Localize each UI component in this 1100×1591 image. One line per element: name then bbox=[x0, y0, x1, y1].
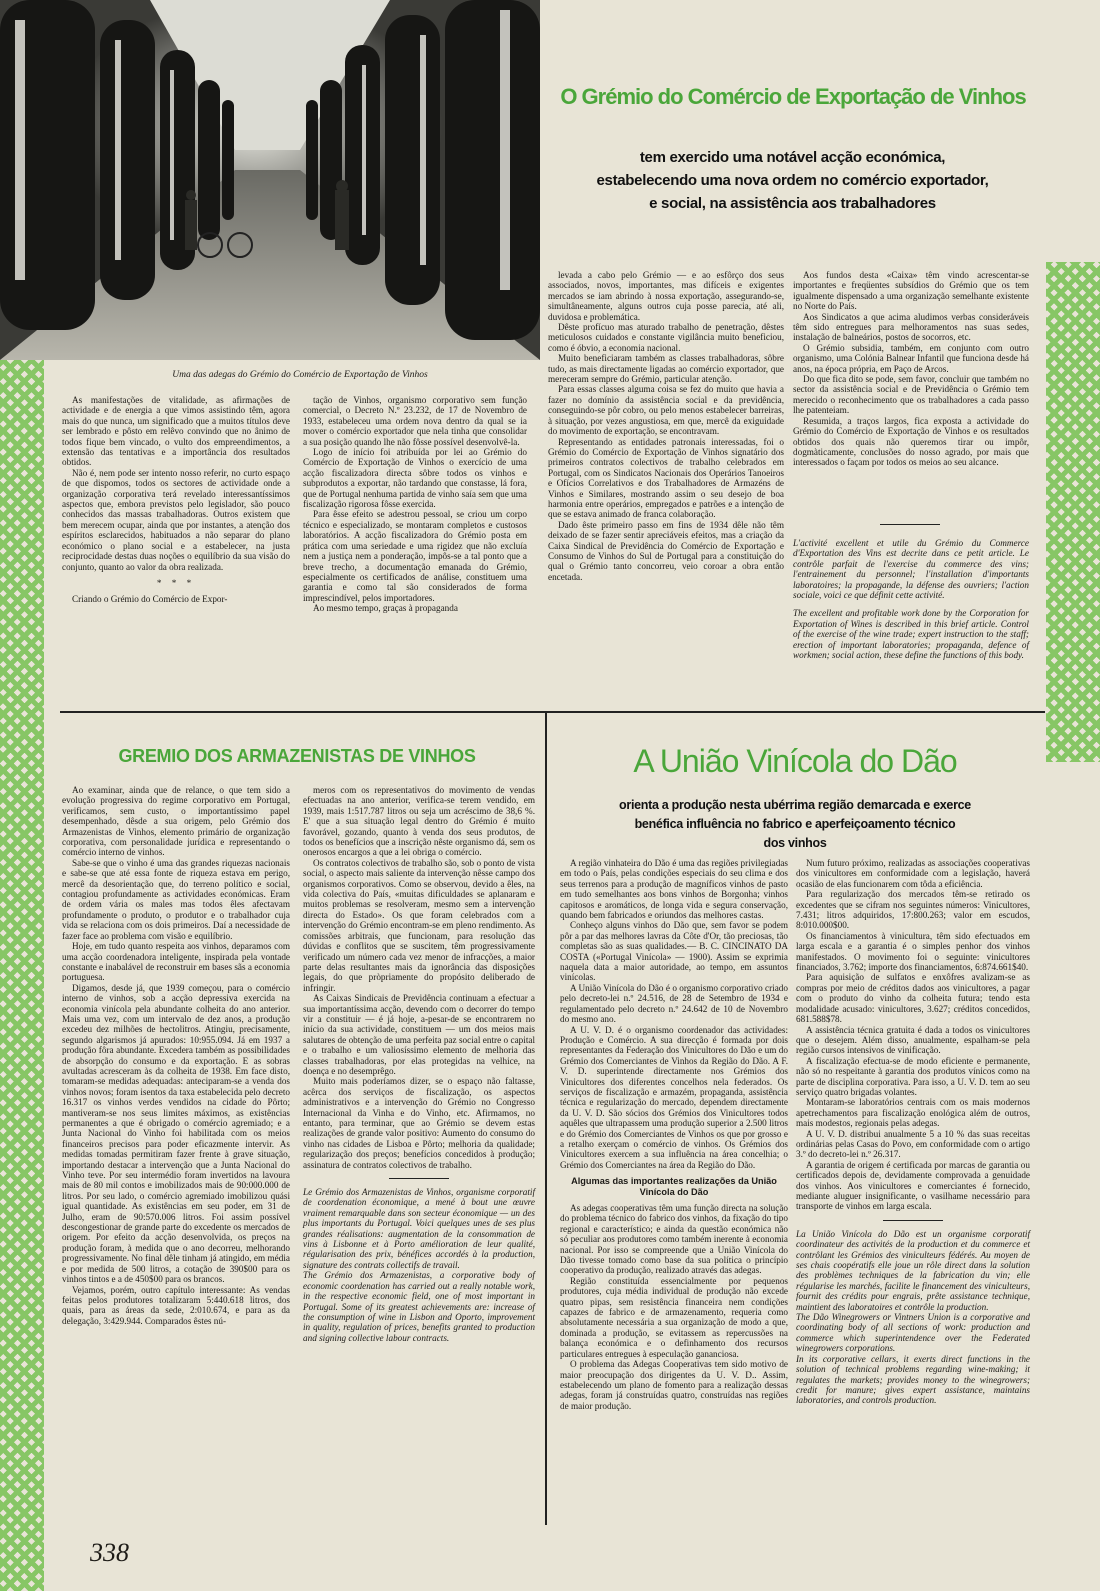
paragraph: Vejamos, porém, outro capítulo interessante: As vendas feitas pelos produtores totalizaram 5:440.618 litros, dos quais, para as áreas da sede, 2:010.674, e para as da delegação, 3:429.944. Comparados êstes nú- bbox=[62, 1284, 290, 1326]
paragraph-group bbox=[548, 270, 784, 582]
paragraph: O Grémio subsidia, também, em conjunto com outro organismo, uma Colónia Balnear Infantil que funciona desde há anos, na época própria, em Paço de Arcos. bbox=[793, 342, 1029, 374]
subtitle-line: orienta a produção nesta ubérrima região demarcada e exerce bbox=[619, 798, 971, 812]
paragraph: A U. V. D. distribui anualmente 5 a 10 % das suas receitas ordinárias pelas Casas do Povo, em conformidade com o artigo 3.º do decreto-lei n.º 26.317. bbox=[796, 1128, 1030, 1160]
paragraph: A fiscalização efectua-se de modo eficiente e permanente, não só no respeitante à garantia dos produtos vínicos como na parte de disciplina corporativa. Para isso, a U. V. D. tem ao seu serviço quatro brigadas volantes. bbox=[796, 1055, 1030, 1097]
section-separator: * * * bbox=[156, 577, 196, 588]
divider bbox=[389, 1178, 449, 1179]
divider bbox=[883, 1220, 943, 1221]
paragraph-group bbox=[303, 395, 527, 614]
paragraph: Para essas classes alguma coisa se fez do muito que havia a fazer no domínio da assistência social e da previdência, conseguindo-se pôr cobro, ou pelo menos estabelecer barreiras, à situação, por vezes angustiosa, em que, mercê da exiguidade do movimento de exportação, se encontravam. bbox=[548, 384, 784, 437]
paragraph: Muito mais poderíamos dizer, se o espaço não faltasse, acêrca dos serviços de fiscalização, os aspectos administrativos e a intervenção do Grémio no Congresso Internacional da Vinha e do Vinho, etc. Afirmamos, no entanto, para terminar, que ao Grémio se devem estas realizações de grande valor positivo: Aumento do consumo do vinho nas cidades de Lisboa e Pôrto; melhoria da qualidade; regularização dos preços; benefícios concedidos à produção; assinatura de contratos colectivos de trabalho. bbox=[303, 1076, 535, 1170]
paragraph: Não é, nem pode ser intento nosso referir, no curto espaço de que dispomos, todos os sectores de actividade onde a organização corporativa terá revelado interessantíssimos aspectos que, embora previstos pelo legislador, são pouco conhecidos das massas trabalhadoras. Outros existem que bem merecem ocupar, ainda que por instantes, a atenção dos espíritos esclarecidos, habituados a não separar do plano económico o plano social e a estabelecer, na justa reciprocidade destas duas noções o equilíbrio da sua visão do conjunto, quanto ao valor da obra realizada. bbox=[62, 467, 290, 572]
green-zigzag-border-left bbox=[0, 360, 44, 1591]
paragraph: Ao examinar, ainda que de relance, o que tem sido a evolução progressiva do regime corporativo em Portugal, verificamos, sem custo, o importantíssimo papel desempenhado, dêsde a sua origem, pelo Grémio dos Armazenistas de Vinhos, elemento primário de organização corporativa, com personalidade jurídica e representando o comércio interno de vinhos. bbox=[62, 785, 290, 858]
paragraph: Ao mesmo tempo, graças à propaganda bbox=[313, 603, 458, 614]
paragraph: Montaram-se laboratórios centrais com os mais modernos apetrechamentos para fiscalização enológica além de outros, mais modestos, regionais pelas adegas. bbox=[796, 1097, 1030, 1129]
article3-column-2 bbox=[796, 858, 1030, 1406]
paragraph: Resumida, a traços largos, fica exposta a actividade do Grémio do Comércio de Exportação de Vinhos e os resultados obtidos dos quais não queremos tirar ou impôr, dogmàticamente, conclusões do nosso agrado, por mais que interessados o façam por todos os meios ao seu alcance. bbox=[793, 415, 1029, 468]
article3-column-1 bbox=[560, 858, 788, 1411]
paragraph-group bbox=[796, 1312, 1030, 1406]
paragraph: The Dão Winegrowers or Vintners Union is a corporative and coordinating body of all sections of work: production and commerce which superintendence over the Federated winegrowers corporations. bbox=[796, 1312, 1030, 1354]
paragraph: Dêste profícuo mas aturado trabalho de penetração, dêstes meticulosos cuidados e constante vigilância muito beneficiou, como é óbvio, a economia nacional. bbox=[548, 322, 784, 353]
paragraph-group bbox=[62, 785, 290, 1326]
paragraph-group bbox=[796, 858, 1030, 1212]
paragraph: A U. V. D. é o organismo coordenador das actividades: Produção e Comércio. A sua direcção é formada por dois representantes da Federação dos Vinicultores do Dão e um do Grémio dos Comerciantes de Vinhos da Região do Dão. A F. V. D. superintende directamente nos Grémios dos Vinicultores dos diferentes concelhos nela federados. Os serviços de fiscalização e armazém, propaganda, assistência técnica e regularização do mercado, dependem directamente da U. V. D. São sócios dos Grémios dos Vinicultores todos aquêles que ultrapassem uma produção superior a 2.500 litros e do Grémio dos Comerciantes de Vinhos os que por grosso e a retalho exerçam o comércio de vinhos. Os Grémios dos Vinicultores exercem a sua influência na área concelhia; o Grémio dos Comerciantes na área da Região do Dão. bbox=[560, 1024, 788, 1170]
paragraph: Criando o Grémio do Comércio de Expor- bbox=[72, 594, 228, 605]
paragraph-group bbox=[303, 785, 535, 1170]
article1-summary bbox=[793, 538, 1029, 660]
paragraph: In its corporative cellars, it exerts direct functions in the solution of technical problems regarding wine-making; it regulates the markets; provides money to the winegrowers; credit for manure; gives expert assistance, maintains laboratories, and controls production. bbox=[796, 1353, 1030, 1406]
paragraph: As manifestações de vitalidade, as afirmações de actividade e de energia a que vimos assistindo têm, agora mais do que nunca, um significado que a muitos títulos deve ser lembrado e pôsto em relêvo convindo que no ânimo de todos fique bem vincado, o vulto dos empreendimentos, a extensão das tentativas e a importância dos resultados obtidos. bbox=[62, 395, 290, 468]
article1-title: O Grémio do Comércio de Exportação de Vinhos bbox=[560, 84, 1026, 109]
photo-caption: Uma das adegas do Grémio do Comércio de Exportação de Vinhos bbox=[172, 370, 428, 380]
article1-subtitle bbox=[555, 146, 1030, 215]
paragraph: Hoje, em tudo quanto respeita aos vinhos, deparamos com uma acção coordenadora inteligente, inspirada pela vontade constante e inabalável de reconstruir em bases sãs a economia portuguesa. bbox=[62, 941, 290, 983]
article3-title: A União Vinícola do Dão bbox=[633, 743, 957, 779]
article1-column-3 bbox=[548, 270, 784, 582]
vertical-rule bbox=[545, 713, 547, 1525]
paragraph-group bbox=[793, 270, 1029, 468]
subtitle-line: tem exercido uma notável acção económica, bbox=[639, 149, 946, 166]
paragraph: Sabe-se que o vinho é uma das grandes riquezas nacionais e sabe-se que até essa fonte de riqueza estava em perigo, mercê da desorientação que, do terreno político e social, contagiou profundamente as actividades económicas. Eram de ordem vária os males mas todos êles afectavam profundamente o produto, o produtor e o trabalhador cuja vida se relaciona com os dois primeiros. Daí a necessidade de fazer face ao problema com visão e equilíbrio. bbox=[62, 857, 290, 941]
page-number: 338 bbox=[90, 1538, 129, 1567]
paragraph: As Caixas Sindicais de Previdência continuam a efectuar a sua importantíssima acção, devendo com o decorrer do tempo vir a constituir — é já hoje, a-pesar-de se encontrarem no início da sua actividade, constituem — um dos meios mais salutares de obtenção de uma perfeita paz social entre o capital e o trabalho e um valiosíssimo elemento de melhoria das classes trabalhadoras, por elas protegidas na velhice, na doença e no desemprêgo. bbox=[303, 993, 535, 1076]
article2-column-1 bbox=[62, 785, 290, 1326]
paragraph: Conheço alguns vinhos do Dão que, sem favor se podem pôr a par das melhores lavras da Côte d'Or, tão preciosas, tão completas são as suas qualidades.— B. C. CINCINATO DA COSTA («Portugal Vinícola» — 1900). Assim se exprimia naquela data a maior autoridade, ao tempo, em assuntos vinícolas. bbox=[560, 920, 788, 983]
paragraph: Digamos, desde já, que 1939 começou, para o comércio interno de vinhos, sob a acção depressiva exercida na economia vinícola pela abundante colheita do ano anterior. Mais uma vez, com um intervalo de dez anos, a produção excedeu dez milhões de hectolitros. Atingiu, precisamente, segundo algarismos já apurados: 10:955.094. Já em 1937 a produção fôra abundante. Excedera também as possibilidades de absorpção do consumo e da exportação. E as sobras avultadas acresceram às da colheita de 1938. Em face disto, tomaram-se medidas adequadas: anteciparam-se a venda dos vinhos novos; foram isentos da taxa estabelecida pelo decreto 16.317 os vinhos verdes vendidos na cidade do Pôrto; mantiveram-se nos seus limites máximos, as existências permanentes a que é obrigado o comércio agremiado; e a Junta Nacional do Vinho foi habilitada com os meios financeiros precisos para poder eficazmente intervir. As medidas tomadas permitiram fazer frente à grave situação, importando destacar a intervenção que a Junta Nacional do Vinho teve. Por seu intermédio foram invertidos na lavoura mais de 80 mil contos e imobilizados mais de 90:000.000 de litros. Por seu lado, o comércio agremiado imobilizou quási igual quantidade. As existências em seu poder, em 31 de Julho, eram de 90:570.006 litros. Foi assim possível descongestionar de grande parte do excedente os mercados de origem. Por efeito da acção desenvolvida, os preços na produção foram, à medida que o ano decorreu, melhorando progressivamente. No final dêle tinham já atingido, em média e por medida de 500 litros, a cotação de 390$00 para os vinhos tintos e a de 450$00 para os brancos. bbox=[62, 982, 290, 1285]
article3-subtitle bbox=[555, 796, 1035, 853]
summary-french: Le Grémio dos Armazenistas de Vinhos, organisme corporatif de coordenation économique, a mené à bout une œuvre vraiment remarquable dans son secteur économique — un des plus importants du Portugal. Voici quelques unes de ses plus grandes réalisations: augmentation de la consommation de vins à Lisbonne et à Porto amélioration de leur qualité, régularisation des prix, bénéfices accordés à la production, signature des contrats collectifs de travail. bbox=[303, 1187, 535, 1270]
paragraph: meros com os representativos do movimento de vendas efectuadas na ano anterior, verifica-se terem vendido, em 1939, mais 1:517.787 litros ou seja um acréscimo de 38,6 %. E' que a sua situação legal dentro do Grémio é muito favorável, gozando, quanto à venda dos seus produtos, de todos os benefícios que a inscrição nêste organismo dá, sem os onerosos encargos a que a lei obriga o comércio. bbox=[303, 785, 535, 858]
article2-column-2 bbox=[303, 785, 535, 1343]
paragraph: O problema das Adegas Cooperativas tem sido motivo de maior preocupação dos dirigentes da U. V. D.. Assim, estabelecendo um plano de fomento para a realização dessas adegas, foram já construídas quatro, construídas nas regiões de maior produção. bbox=[560, 1359, 788, 1411]
paragraph: Muito beneficiaram também as classes trabalhadoras, sôbre tudo, as mais directamente ligadas ao comércio exportador, que mereceram sempre do Grémio, particular atenção. bbox=[548, 353, 784, 385]
paragraph: Para êsse efeito se adestrou pessoal, se criou um corpo técnico e especializado, se montaram completos e custosos laboratórios. A acção fiscalizadora do Grémio posta em prática com uma seriedade e uma rigidez que não excluía nem a justiça nem a ponderação, impôs-se a tal ponto que a breve trecho, a documentação emanada do Grémio, especialmente os certificados de análise, constituem uma garantia e como tal são considerados de forma imprescindível, pelos importadores. bbox=[303, 509, 527, 603]
summary-english: The Grémio dos Armazenistas, a corporative body of economic coordenation has carried out a really notable work, in the respective economic field, one of most important in Portugal. Some of its greatest achievements are: increase of the consumption of wine in Lisbon and Oporto, improvement in quality, regulation of prices, benefits granted to production and signing collective labour contracts. bbox=[303, 1270, 535, 1343]
paragraph: Região constituída essencialmente por pequenos produtores, cuja média individual de produção não excede quatro pipas, sem resistência financeira nem condições capazes de fabrico e de armazenamento, requeria como absolutamente necessária a sua organização de modo a que, dominada a produção, se evitassem as repercussões na balança económica e o definhamento dos recursos particulares entregues à especulação gananciosa. bbox=[560, 1275, 788, 1359]
paragraph: tação de Vinhos, organismo corporativo sem função comercial, o Decreto N.º 23.232, de 17 de Novembro de 1933, estabeleceu uma ordem nova dentro da qual se ia mover o comércio exportador que nela tinha que consolidar a sua posição quando lhe não fôsse possível desenvolvê-la. bbox=[303, 395, 527, 447]
paragraph: Do que fica dito se pode, sem favor, concluir que também no sector da assistência social e de Previdência o Grémio tem merecido o reconhecimento que os trabalhadores a cada passo lhe patenteiam. bbox=[793, 374, 1029, 416]
paragraph: Para regularização dos mercados têm-se retirado os excedentes que se cifram nos seguintes números: Vinicultores, 7.431; litros adquiridos, 17:800.263; valor em escudos, 8:010.000$00. bbox=[796, 889, 1030, 931]
paragraph: Representando as entidades patronais interessadas, foi o Grémio do Comércio de Exportação de Vinhos signatário dos primeiros contratos colectivos de trabalho celebrados em Portugal, com os Sindicatos Nacionais dos Operários Tanoeiros e Ofícios Correlativos e dos Trabalhadores de Armazéns de Vinhos e Similares, mostrando assim o seu desejo de boa harmonia entre operários, empregados e patrões e a intenção de que se estava animado de franca colaboração. bbox=[548, 436, 784, 520]
article1-column-4 bbox=[793, 270, 1029, 468]
paragraph-group bbox=[560, 858, 788, 1170]
summary-english: The excellent and profitable work done by the Corporation for Exportation of Wines is described in this brief article. Control of the exercise of the wine trade; expert instruction to the staff; erection of important laboratories; propaganda, defence of workmen; social action, these define the functions of this body. bbox=[793, 608, 1029, 661]
article2-title: GREMIO DOS ARMAZENISTAS DE VINHOS bbox=[118, 746, 476, 766]
paragraph: Para aquisição de sulfatos e enxôfres avalizam-se as compras por meio de créditos dados aos vinicultores, a pagar com o produto do vinho da colheita futura; tendo esta modalidade acusado: vinicultores, 3.627; créditos concedidos, 681.588$78. bbox=[796, 972, 1030, 1025]
paragraph: Os financiamentos à vinicultura, têm sido efectuados em larga escala e a garantia é o simples penhor dos vinhos manifestados. O movimento foi o seguinte: vinicultores financiados, 3.762; importe dos financiamentos, 6:874.661$40. bbox=[796, 930, 1030, 973]
summary-french: La União Vinícola do Dão est un organisme corporatif coordinateur des activités de la production et du commerce et contrôlant les Grémios des viniculteurs fédérés. Au moyen de ses chais coopératifs elle joue un rôle direct dans la solution des problèmes techniques de la fabrication du vin; elle régularise les marchés, facilite le financement des viniculteurs, fournit des crédits pour engrais, prête assistance technique, maintient des laboratoires et contrôle la production. bbox=[796, 1228, 1030, 1312]
paragraph: A União Vinícola do Dão é o organismo corporativo criado pelo decreto-lei n.º 24.516, de 28 de Setembro de 1934 e regulamentado pelo decreto n.º 24.642 de 10 de Novembro do mesmo ano. bbox=[560, 982, 788, 1025]
section-subheading: Algumas das importantes realizações da União Vinícola do Dão bbox=[571, 1176, 777, 1197]
paragraph-group bbox=[560, 1203, 788, 1411]
green-zigzag-border-right bbox=[1046, 262, 1100, 762]
paragraph: A região vinhateira do Dão é uma das regiões privilegiadas em todo o País, pelas condições especiais do seu clima e dos seus terrenos para a produção de magníficos vinhos de pasto em tudo semelhantes aos bons vinhos de Borgonha; vinhos capitosos e aromáticos, de longa vida e segura conservação, quando bem fabricados e oriundos das melhores castas. bbox=[560, 858, 788, 921]
subtitle-line: estabelecendo uma nova ordem no comércio exportador, bbox=[596, 172, 989, 189]
paragraph: Aos fundos desta «Caixa» têm vindo acrescentar-se importantes e freqüentes subsídios do Grémio que os tem igualmente dispensado a uma organização semelhante existente no Norte do País. bbox=[793, 270, 1029, 312]
divider bbox=[880, 524, 940, 525]
summary-french: L'activité excellent et utile du Grémio du Commerce d'Exportation des Vins est decrite dans ce petit article. Le contrôle parfait de l'exercise du commerce des vins; l'entrainement du personnel; l'installation d'importants laboratoires; la propagande, la défense des ouvriers; l'action sociale, voici ce que définit cette activité. bbox=[793, 538, 1029, 601]
paragraph: Aos Sindicatos a que acima aludimos verbas consideráveis têm sido entregues para melhoramentos nas suas sedes, instalação de balneários, postos de socorros, etc. bbox=[793, 311, 1029, 343]
subtitle-line: benéfica influência no fabrico e aperfeiçoamento técnico bbox=[634, 817, 956, 831]
paragraph: Os contratos colectivos de trabalho são, sob o ponto de vista social, o aspecto mais saliente da intervenção nêsse campo dos organismos corporativos. Como se observou, devido a êles, na vida colectiva do País, «muitas dificuldades se aplanaram e muitos problemas se resolveram, mesmo sem a intervenção directa do Estado». Os que foram celebrados com a intervenção do Grémio encontram-se em pleno rendimento. As comissões arbitrais, que funcionam, para resolução das dúvidas e conflitos que se suscitem, têm progressivamente verificado um número cada vez menor de infracções, a maior parte delas resultantes mais da ignorância das disposições legais, do que pròpriamente do propósito deliberado de infringir. bbox=[303, 857, 535, 993]
paragraph: A garantia de origem é certificada por marcas de garantia ou certificados depois de, devidamente comprovada a genuidade dos vinhos. Aos vinicultores e comerciantes é fornecido, mediante aluguer insignificante, o vasilhame necessário para transporte de vinhos em larga escala. bbox=[796, 1159, 1030, 1212]
horizontal-rule bbox=[60, 711, 1045, 713]
paragraph: A assistência técnica gratuita é dada a todos os vinicultores que o desejem. Além disso, anualmente, espalham-se pela região cursos intensivos de vinificação. bbox=[796, 1024, 1030, 1056]
article1-column-2 bbox=[303, 395, 527, 614]
article1-column-1 bbox=[62, 395, 290, 605]
paragraph: Dado êste primeiro passo em fins de 1934 dêle não têm deixado de se fazer sentir apreciáveis efeitos, mas a criação da Caixa Sindical de Previdência do Comércio de Exportação e Consumo de Vinhos do Sul de Portugal para a constituição do qual o Grémio tanto concorreu, veio coroar a obra então encetada. bbox=[548, 519, 784, 582]
cellar-photo bbox=[0, 0, 540, 360]
paragraph: Logo de início foi atribuída por lei ao Grémio do Comércio de Exportação de Vinhos o exercício de uma acção fiscalizadora directa sôbre todos os vinhos e subprodutos a exportar, não tardando que constasse, lá fora, que de Portugal nenhuma partida de vinho saía sem que uma fiscalização rigorosa fôsse exercida. bbox=[303, 447, 527, 510]
paragraph: As adegas cooperativas têm uma função directa na solução do problema técnico do fabrico dos vinhos, da fixação do tipo regional e característico; e ainda da questão económica não só peculiar aos produtores como também inerente à economia nacional. Por isso se compreende que a União Vinícola do Dão tivesse tomado como base da sua política o princípio cooperativo da produção, realizado através das adegas. bbox=[560, 1203, 788, 1276]
subtitle-line: e social, na assistência aos trabalhadores bbox=[649, 195, 936, 212]
paragraph: Num futuro próximo, realizadas as associações cooperativas dos vinicultores em conformidade com a legislação, haverá ocasião de elas funcionarem com tôda a eficiência. bbox=[796, 858, 1030, 889]
paragraph-group bbox=[62, 395, 290, 572]
subtitle-line: dos vinhos bbox=[763, 836, 827, 850]
paragraph: levada a cabo pelo Grémio — e ao esfôrço dos seus associados, novos, importantes, mas difíceis e exigentes mercados se iam abrindo à nossa exportação, assegurando-se, simultâneamente, alguns outros cuja posse parecia, até ali, duvidosa e problemática. bbox=[548, 270, 784, 322]
